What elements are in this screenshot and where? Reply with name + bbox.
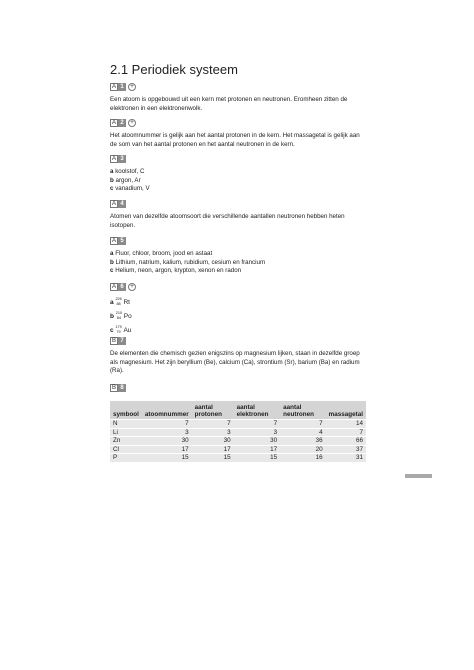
table-cell: 36 bbox=[280, 437, 325, 446]
table-cell: 31 bbox=[326, 454, 366, 462]
question-6 bbox=[110, 282, 366, 337]
table-cell: Zn bbox=[110, 437, 142, 446]
answer-text: Een atoom is opgebouwd uit een kern met protonen en neutronen. Eromheen zitten de elektronen in een elektronenwolk. bbox=[110, 96, 348, 112]
table-cell: Cl bbox=[110, 445, 142, 454]
question-2 bbox=[110, 118, 366, 149]
answer-item: c Helium, neon, argon, krypton, xenon en radon bbox=[110, 267, 242, 275]
plus-icon: + bbox=[129, 83, 135, 90]
question-4 bbox=[110, 199, 366, 230]
element-table bbox=[110, 401, 366, 462]
table-cell: 7 bbox=[280, 420, 325, 429]
table-cell: 17 bbox=[192, 445, 234, 454]
isotope-item: c 179 79 Au bbox=[110, 325, 132, 335]
table-cell: 14 bbox=[326, 420, 366, 429]
table-cell: 20 bbox=[280, 445, 325, 454]
table-row bbox=[110, 445, 366, 454]
level-tag: A bbox=[111, 201, 116, 207]
table-cell: 4 bbox=[280, 428, 325, 437]
question-1 bbox=[110, 82, 366, 113]
question-number: 3 bbox=[118, 155, 126, 163]
table-cell: 3 bbox=[234, 428, 281, 437]
chapter-side-tab bbox=[405, 474, 432, 478]
question-5 bbox=[110, 236, 366, 276]
table-cell: 15 bbox=[192, 454, 234, 462]
table-row bbox=[110, 454, 366, 462]
table-row bbox=[110, 428, 366, 437]
answer-item: b argon, Ar bbox=[110, 176, 141, 184]
question-number: 6 bbox=[118, 283, 126, 291]
table-cell: 66 bbox=[326, 437, 366, 446]
plus-icon: + bbox=[129, 283, 135, 290]
question-number: 7 bbox=[118, 337, 126, 345]
level-tag: A bbox=[111, 84, 116, 90]
question-8 bbox=[110, 383, 366, 397]
answer-item: c vanadium, V bbox=[110, 185, 150, 193]
column-header: symbool bbox=[113, 410, 139, 418]
column-header: massagetal bbox=[328, 410, 363, 418]
isotope-item: b 210 84 Po bbox=[110, 311, 132, 321]
table-cell: N bbox=[110, 420, 142, 429]
table-row bbox=[110, 420, 366, 429]
question-number: 1 bbox=[118, 83, 126, 91]
level-tag: A bbox=[111, 238, 116, 244]
table-cell: 3 bbox=[142, 428, 192, 437]
table-cell: 30 bbox=[192, 437, 234, 446]
table-cell: P bbox=[110, 454, 142, 462]
table-cell: 30 bbox=[142, 437, 192, 446]
column-header: aantal protonen bbox=[194, 404, 222, 418]
answer-text: De elementen die chemisch gezien enigszins op magnesium lijken, staan in dezelfde groep als magnesium. Het zijn beryllium (Be), calcium (Ca), strontium (Sr), barium (Ba) en radium (Ra). bbox=[110, 350, 360, 375]
answer-text: Atomen van dezelfde atoomsoort die verschillende aantallen neutronen hebben heten isotopen. bbox=[110, 213, 345, 229]
question-3 bbox=[110, 154, 366, 194]
answer-item: b Lithium, natrium, kalium, rubidium, cesium en francium bbox=[110, 258, 266, 266]
level-tag: B bbox=[111, 385, 116, 391]
table-row bbox=[110, 437, 366, 446]
question-number: 5 bbox=[118, 237, 126, 245]
table-cell: 15 bbox=[142, 454, 192, 462]
level-tag: A bbox=[111, 156, 116, 162]
question-number: 2 bbox=[118, 119, 126, 127]
table-cell: 7 bbox=[142, 420, 192, 429]
table-cell: 7 bbox=[234, 420, 281, 429]
level-tag: A bbox=[111, 284, 116, 290]
column-header: atoomnummer bbox=[144, 410, 189, 418]
answer-text: Het atoomnummer is gelijk aan het aantal protonen in de kern. Het massagetal is gelijk aan de som van het aantal protonen en het aantal neutronen in de kern. bbox=[110, 132, 360, 148]
table-cell: 17 bbox=[234, 445, 281, 454]
table-cell: 7 bbox=[326, 428, 366, 437]
plus-icon: + bbox=[129, 119, 135, 126]
column-header: aantal elektronen bbox=[236, 404, 269, 418]
question-7 bbox=[110, 336, 366, 376]
level-tag: B bbox=[111, 338, 116, 344]
table-cell: 37 bbox=[326, 445, 366, 454]
isotope-item: a 226 88 Rt bbox=[110, 297, 130, 307]
table-cell: 30 bbox=[234, 437, 281, 446]
page-title: 2.1 Periodiek systeem bbox=[110, 62, 238, 77]
level-tag: A bbox=[111, 120, 116, 126]
table-cell: 3 bbox=[192, 428, 234, 437]
table-header-row bbox=[110, 401, 366, 420]
table-cell: 7 bbox=[192, 420, 234, 429]
question-number: 8 bbox=[118, 384, 126, 392]
column-header: aantal neutronen bbox=[283, 404, 314, 418]
answer-item: a Fluor, chloor, broom, jood en astaat bbox=[110, 250, 213, 257]
table-cell: 17 bbox=[142, 445, 192, 454]
question-number: 4 bbox=[118, 200, 126, 208]
table-cell: Li bbox=[110, 428, 142, 437]
answer-item: a koolstof, C bbox=[110, 168, 145, 175]
table-cell: 15 bbox=[234, 454, 281, 462]
table-cell: 16 bbox=[280, 454, 325, 462]
